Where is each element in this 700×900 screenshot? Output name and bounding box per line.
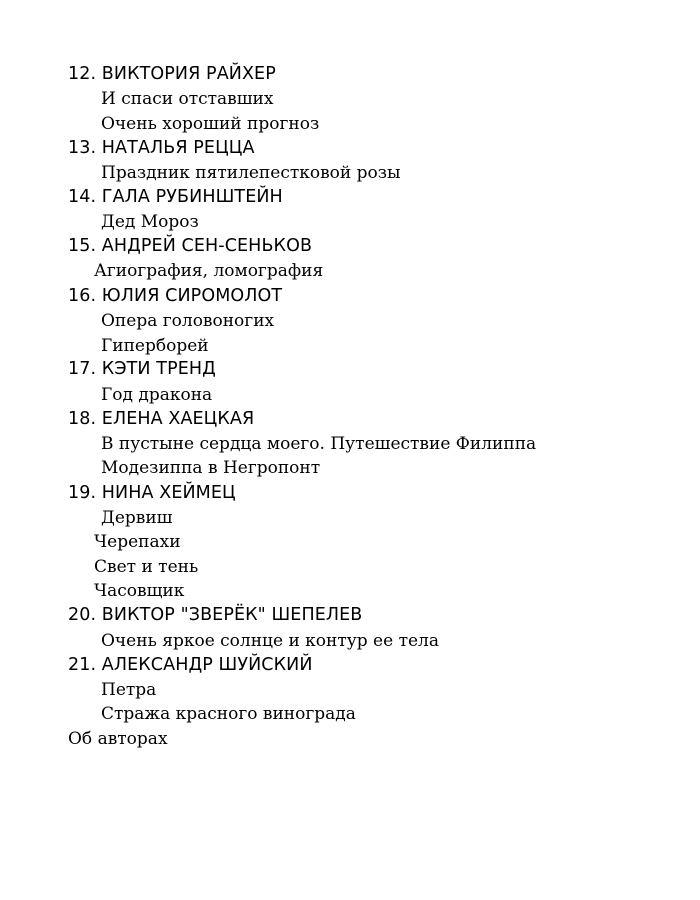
section-heading-17: 17. КЭТИ ТРЕНД xyxy=(68,359,216,379)
toc-entry: Год дракона xyxy=(101,385,213,405)
toc-entry: Дед Мороз xyxy=(101,212,199,232)
toc-entry: И спаси отставших xyxy=(101,89,274,109)
toc-entry: Очень яркое солнце и контур ее тела xyxy=(101,631,439,651)
section-heading-16: 16. ЮЛИЯ СИРОМОЛОТ xyxy=(68,286,283,306)
toc-entry: Опера головоногих xyxy=(101,311,275,331)
section-heading-20: 20. ВИКТОР "ЗВЕРЁК" ШЕПЕЛЕВ xyxy=(68,605,363,625)
toc-entry: Гиперборей xyxy=(101,336,209,356)
toc-entry: Черепахи xyxy=(94,532,181,552)
about-authors-entry: Об авторах xyxy=(68,729,168,749)
toc-entry: Петра xyxy=(101,680,157,700)
toc-entry: В пустыне сердца моего. Путешествие Филиппа xyxy=(101,434,537,454)
toc-entry: Часовщик xyxy=(94,581,185,601)
toc-entry: Дервиш xyxy=(101,508,173,528)
toc-entry: Праздник пятилепестковой розы xyxy=(101,163,401,183)
section-heading-18: 18. ЕЛЕНА ХАЕЦКАЯ xyxy=(68,409,255,429)
section-heading-21: 21. АЛЕКСАНДР ШУЙСКИЙ xyxy=(68,655,313,675)
toc-entry: Агиография, ломография xyxy=(94,261,324,281)
section-heading-13: 13. НАТАЛЬЯ РЕЦЦА xyxy=(68,138,255,158)
toc-entry: Модезиппа в Негропонт xyxy=(101,458,321,478)
toc-entry: Свет и тень xyxy=(94,557,199,577)
toc-entry: Очень хороший прогноз xyxy=(101,114,320,134)
toc-entry: Стража красного винограда xyxy=(101,704,356,724)
section-heading-15: 15. АНДРЕЙ СЕН-СЕНЬКОВ xyxy=(68,236,313,256)
section-heading-12: 12. ВИКТОРИЯ РАЙХЕР xyxy=(68,64,276,84)
section-heading-14: 14. ГАЛА РУБИНШТЕЙН xyxy=(68,187,283,207)
section-heading-19: 19. НИНА ХЕЙМЕЦ xyxy=(68,483,236,503)
